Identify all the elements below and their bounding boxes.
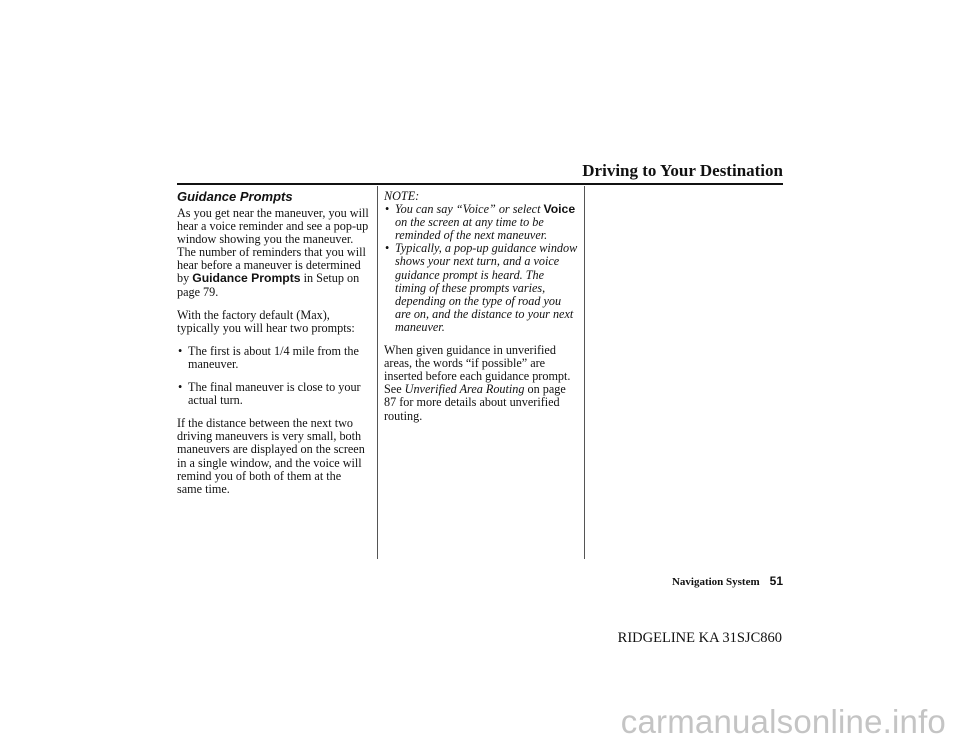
section-heading: Guidance Prompts <box>177 189 293 204</box>
paragraph-default: With the factory default (Max), typically you will hear two prompts: <box>177 307 355 335</box>
page-footer <box>672 574 783 588</box>
paragraph-unverified <box>384 344 578 423</box>
left-column <box>177 190 369 506</box>
guidance-prompts-term: Guidance Prompts <box>192 271 301 286</box>
right-column <box>384 190 578 433</box>
note-list <box>384 203 578 334</box>
paragraph-distance: If the distance between the next two driving maneuvers is very small, both maneuvers are displayed on the screen in a single window, and the voice will remind you of both of them at the same time. <box>177 416 365 496</box>
footer-section: Navigation System <box>671 576 760 588</box>
model-code: RIDGELINE KA 31SJC860 <box>617 630 782 646</box>
list-item <box>384 203 578 242</box>
voice-term: Voice <box>543 202 576 217</box>
unverified-post: on page 87 for more details about unverified routing. <box>384 382 566 423</box>
unverified-routing-reference: Unverified Area Routing <box>404 382 525 397</box>
page-title: Driving to Your Destination <box>582 161 783 180</box>
watermark: carmanualsonline.info <box>620 703 946 740</box>
note1-pre: You can say “Voice” or select <box>395 202 544 217</box>
note1-post: on the screen at any time to be reminded of the next maneuver. <box>395 215 548 243</box>
note-label: NOTE: <box>384 189 420 203</box>
page-number: 51 <box>769 574 783 588</box>
prompt-list <box>177 345 369 407</box>
header-rule <box>177 183 783 185</box>
unverified-pre: When given guidance in unverified areas, the words “if possible” are inserted before each guidance prompt. See <box>384 343 571 397</box>
list-item: • The first is about 1/4 mile from the maneuver. <box>177 345 369 371</box>
paragraph-intro <box>177 207 369 299</box>
intro-tail: in Setup on page 79. <box>177 271 360 299</box>
column-divider-1 <box>377 186 378 559</box>
list-item: • Typically, a pop-up guidance window shows your next turn, and a voice guidance prompt is heard. The timing of these prompts varies, depending on the type of road you are on, and the distance to your next maneuver. <box>384 242 578 334</box>
column-divider-2 <box>584 186 585 559</box>
list-item: • The final maneuver is close to your actual turn. <box>177 381 369 407</box>
intro-text: As you get near the maneuver, you will hear a voice reminder and see a pop-up window showing you the maneuver. The number of reminders that you will hear before a maneuver is determined by <box>177 206 369 286</box>
